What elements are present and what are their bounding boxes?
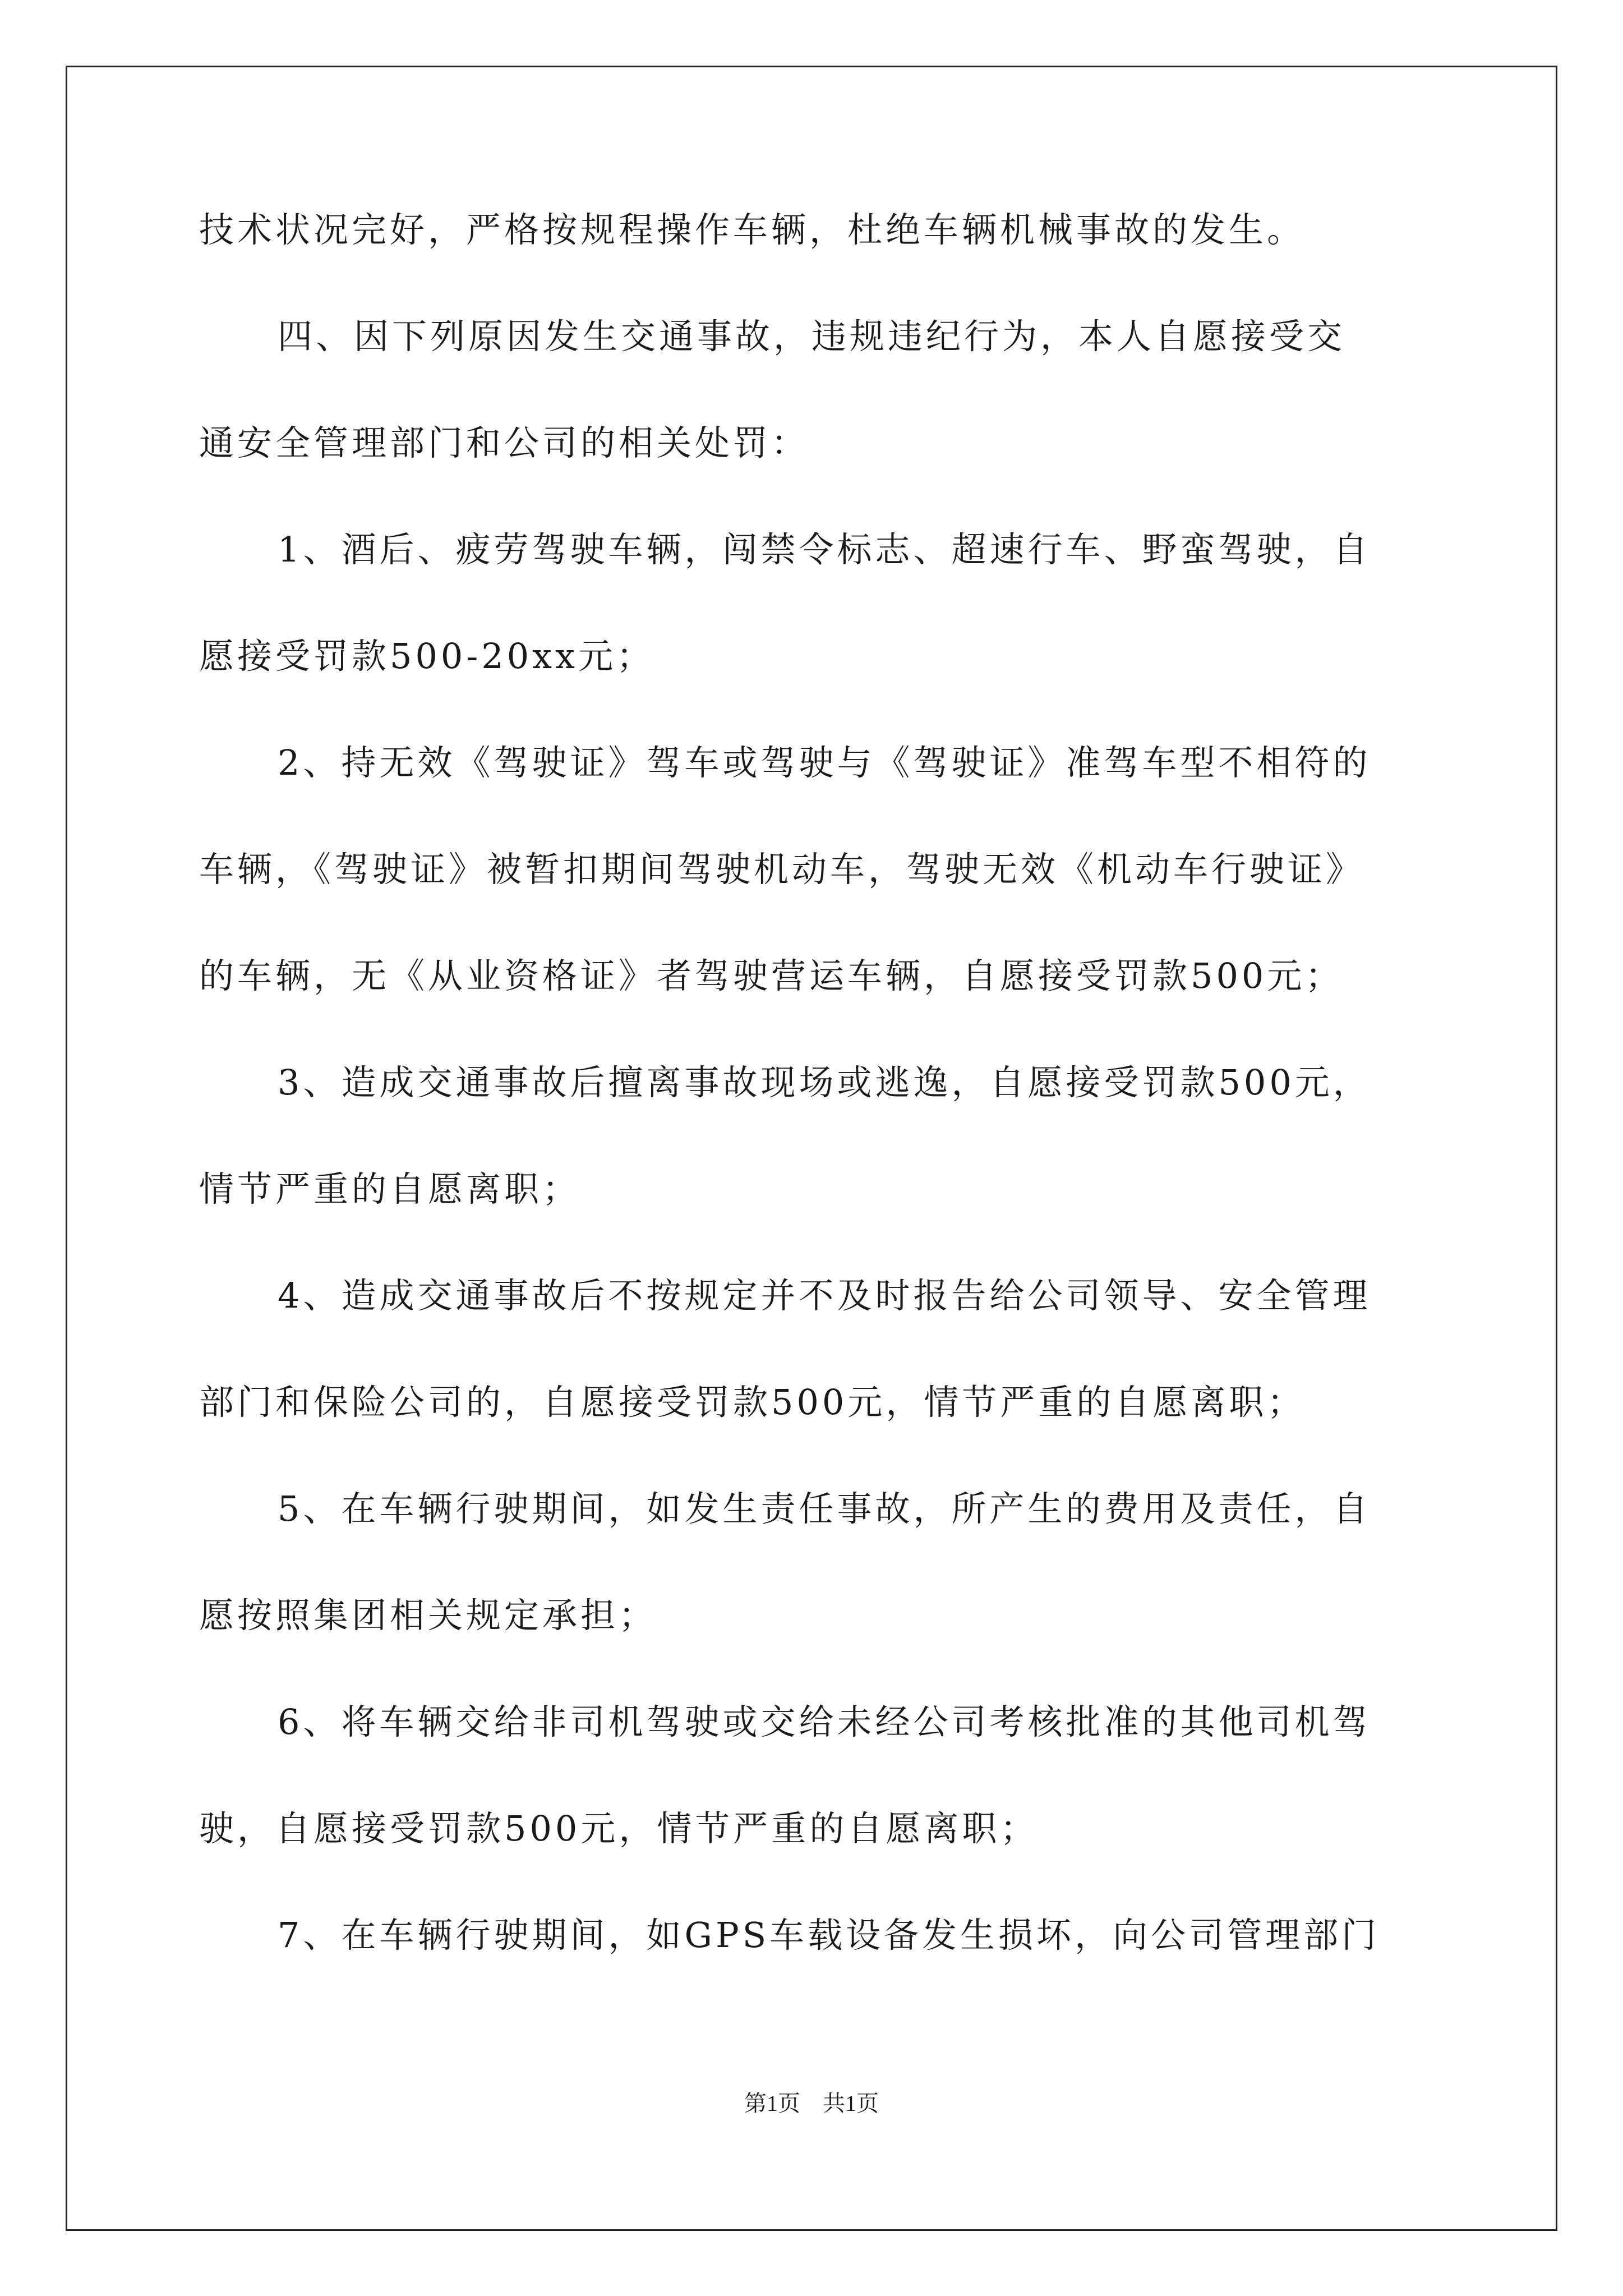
text-line: 技术状况完好，严格按规程操作车辆，杜绝车辆机械事故的发生。	[199, 209, 1306, 250]
text-line: 部门和保险公司的，自愿接受罚款500元，情节严重的自愿离职；	[199, 1382, 1306, 1423]
text-line: 通安全管理部门和公司的相关处罚：	[199, 422, 810, 463]
text-line: 7、在车辆行驶期间，如GPS车载设备发生损坏，向公司管理部门	[278, 1915, 1380, 1955]
text-line: 3、造成交通事故后擅离事故现场或逃逸，自愿接受罚款500元，	[278, 1062, 1371, 1103]
text-line: 车辆，《驾驶证》被暂扣期间驾驶机动车，驾驶无效《机动车行驶证》	[199, 849, 1364, 890]
text-line: 6、将车辆交给非司机驾驶或交给未经公司考核批准的其他司机驾	[278, 1701, 1371, 1742]
text-line: 的车辆，无《从业资格证》者驾驶营运车辆，自愿接受罚款500元；	[199, 955, 1344, 996]
text-line: 5、在车辆行驶期间，如发生责任事故，所产生的费用及责任，自	[278, 1488, 1371, 1529]
text-line: 2、持无效《驾驶证》驾车或驾驶与《驾驶证》准驾车型不相符的	[278, 742, 1371, 783]
text-line: 1、酒后、疲劳驾驶车辆，闯禁令标志、超速行车、野蛮驾驶，自	[278, 529, 1371, 570]
text-line: 愿接受罚款500-20xx元；	[199, 636, 655, 677]
text-line: 愿按照集团相关规定承担；	[199, 1595, 657, 1636]
text-line: 情节严重的自愿离职；	[199, 1168, 581, 1209]
page-border	[66, 66, 1557, 2231]
text-line: 4、造成交通事故后不按规定并不及时报告给公司领导、安全管理	[278, 1275, 1371, 1316]
text-line: 四、因下列原因发生交通事故，违规违纪行为，本人自愿接受交	[278, 316, 1346, 357]
page-number-footer: 第1页 共1页	[744, 2091, 879, 2116]
text-line: 驶，自愿接受罚款500元，情节严重的自愿离职；	[199, 1808, 1039, 1849]
